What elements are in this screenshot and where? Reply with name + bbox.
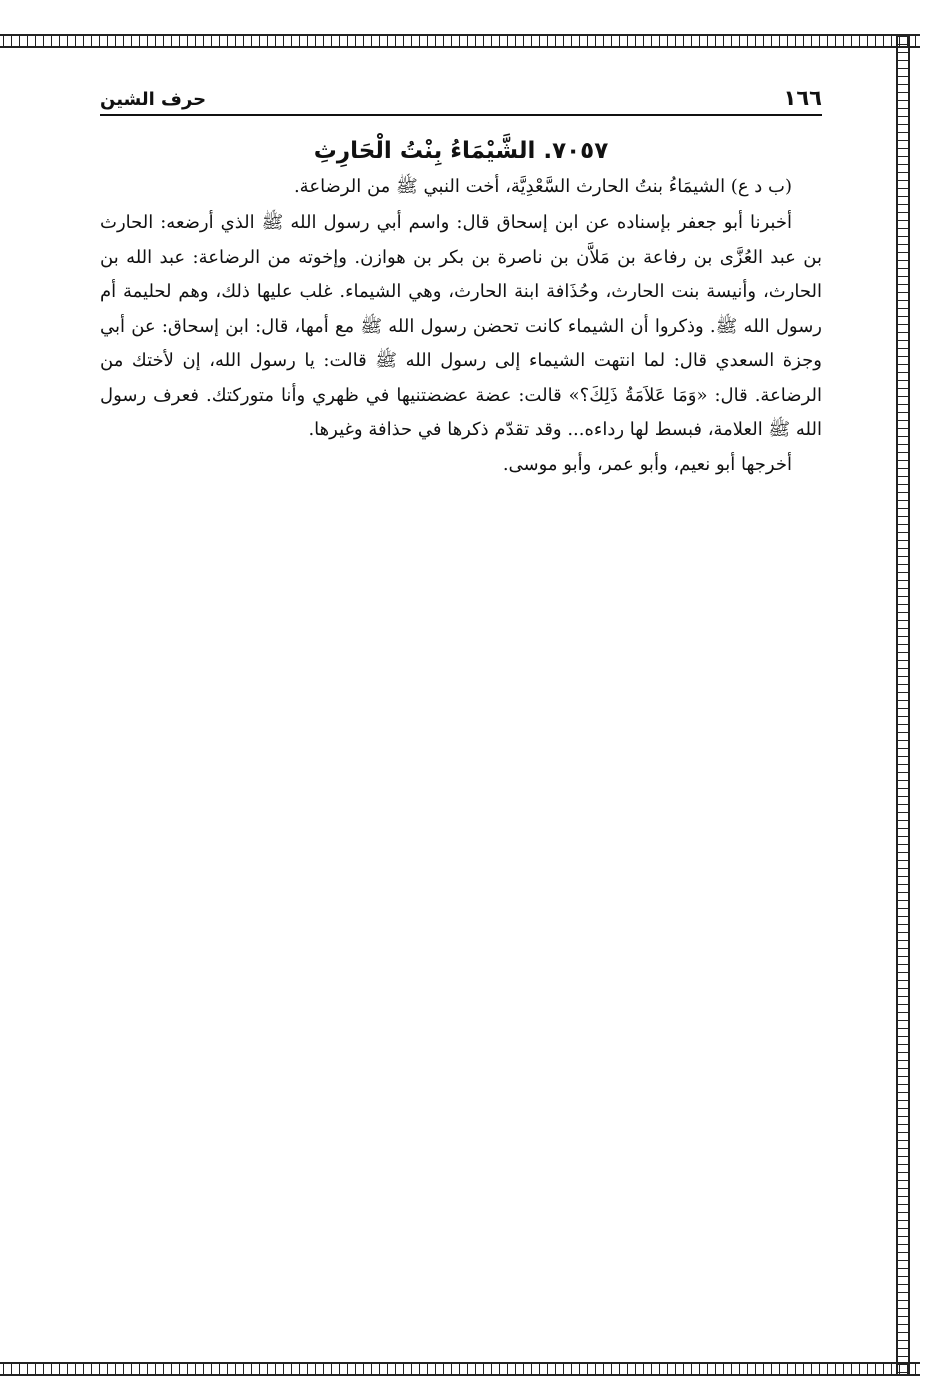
ornamental-border-right bbox=[896, 34, 910, 1376]
entry-body: أخبرنا أبو جعفر بإسناده عن ابن إسحاق قال: واسم أبي رسول الله ﷺ الذي أرضعه: الحارث بن عبد العُزَّى بن رفاعة بن مَلاَّن بن ناصرة بن بكر بن هوازن. وإخوته من الرضاعة: عبد الله بن الحارث، وأنيسة بنت الحارث، وحُذَافة ابنة الحارث، وهي الشيماء. غلب عليها ذلك، وهم لحليمة أم رسول الله ﷺ. وذكروا أن الشيماء كانت تحضن رسول الله ﷺ مع أمها، قال: ابن إسحاق: عن أبي وجزة السعدي قال: لما انتهت الشيماء إلى رسول الله ﷺ قالت: يا رسول الله، إن لأختك من الرضاعة. قال: «وَمَا عَلاَمَةُ ذَلِكَ؟» قالت: عضة عضضتنيها في ظهري وأنا متوركتك. فعرف رسول الله ﷺ العلامة، فبسط لها رداءه... وقد تقدّم ذكرها في حذافة وغيرها. bbox=[100, 212, 822, 440]
page-number: ١٦٦ bbox=[783, 86, 822, 110]
entry-subtitle: (ب د ع) الشيمَاءُ بنتُ الحارث السَّعْدِيَّة، أخت النبي ﷺ من الرضاعة. bbox=[293, 176, 792, 197]
entry-closing: أخرجها أبو نعيم، وأبو عمر، وأبو موسى. bbox=[502, 453, 792, 475]
page-header bbox=[100, 86, 822, 116]
book-page bbox=[100, 86, 822, 482]
entry-title: ٧٠٥٧. الشَّيْمَاءُ بِنْتُ الْحَارِثِ bbox=[313, 138, 609, 164]
ornamental-border-bottom bbox=[0, 1362, 920, 1376]
ornamental-border-top bbox=[0, 34, 920, 48]
running-head: حرف الشين bbox=[100, 89, 207, 110]
